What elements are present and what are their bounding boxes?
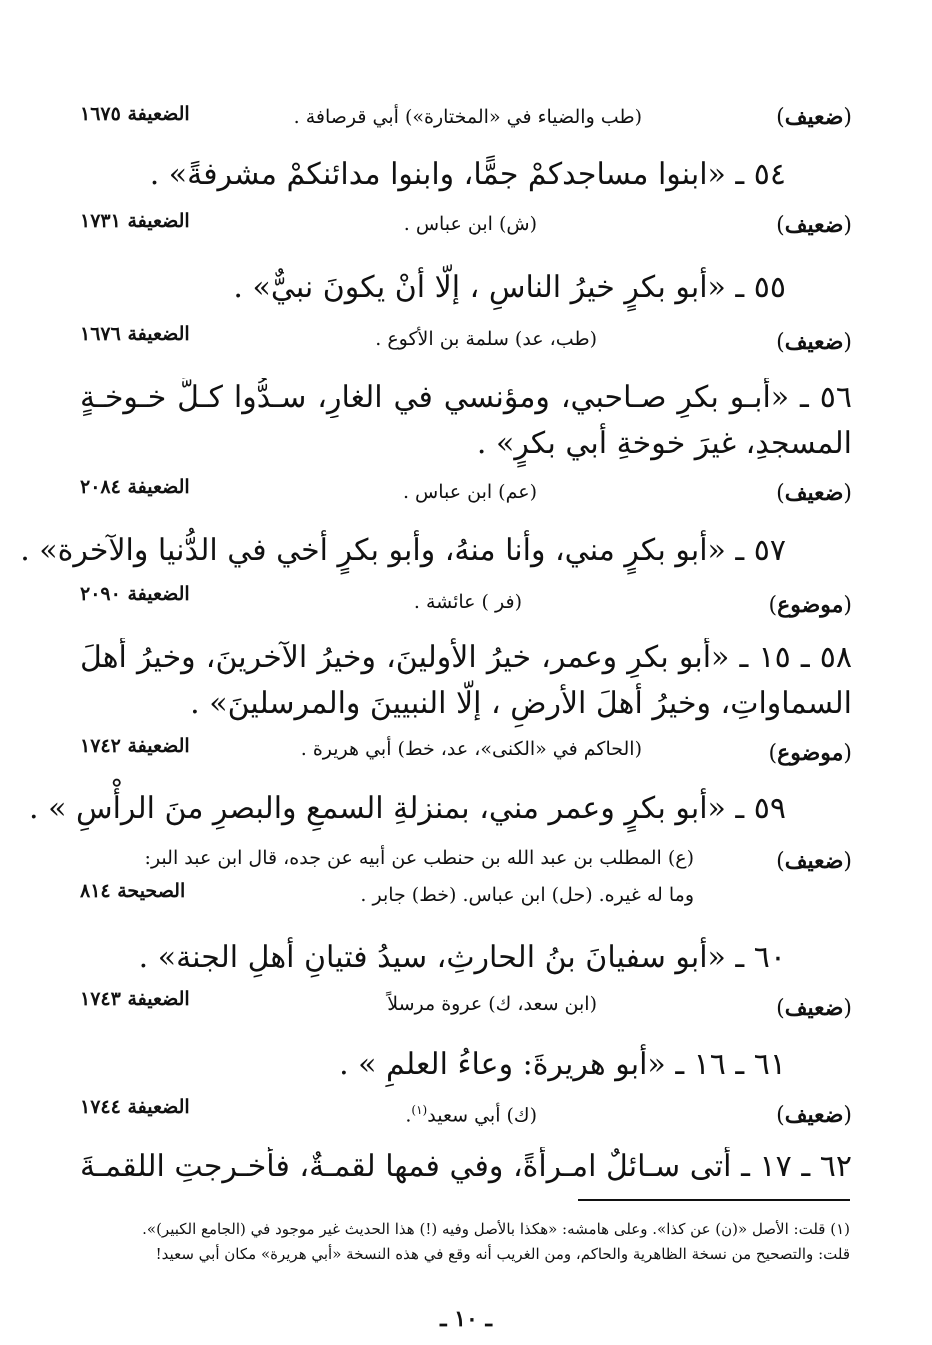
hadith-text-continued: السماواتِ، وخيرُ أهلَ الأرضِ ، إلّا النبيينَ والمرسلينَ» . — [190, 686, 852, 721]
hadith-source-text: (ك) أبي سعيد — [427, 1104, 537, 1127]
reference: الصحيحة ٨١٤ — [80, 880, 186, 902]
reference: الضعيفة ١٧٤٢ — [80, 735, 190, 757]
grade-label: ( ضعيف ) — [776, 327, 852, 358]
hadith-source: (الحاكم في «الكنى»، عد، خط) أبي هريرة . — [300, 738, 642, 760]
hadith-source: (ابن سعد، ك) عروة مرسلاً — [387, 993, 597, 1015]
grade-label: ( ضعيف ) — [776, 478, 852, 509]
grade-label: ( ضعيف ) — [776, 210, 852, 241]
reference: الضعيفة ١٦٧٦ — [80, 323, 190, 345]
hadith-text: ٥٤ ـ «ابنوا مساجدكمْ جمًّا، وابنوا مدائنكمْ مشرفةً» . — [149, 157, 786, 192]
hadith-text: ٦١ ـ ١٦ ـ «أبو هريرةَ: وعاءُ العلمِ » . — [339, 1047, 786, 1082]
hadith-source: (ع) المطلب بن عبد الله بن حنطب عن أبيه عن جده، قال ابن عبد البر: — [144, 847, 694, 869]
page-number: ـ ١٠ ـ — [440, 1306, 492, 1332]
hadith-source: (عم) ابن عباس . — [402, 481, 537, 503]
hadith-source-end: . — [405, 1104, 412, 1127]
reference: الضعيفة ١٦٧٥ — [80, 103, 190, 125]
grade-label: ( موضوع ) — [768, 590, 852, 621]
grade-label: ( ضعيف ) — [776, 1100, 852, 1131]
hadith-text: ٥٥ ـ «أبو بكرٍ خيرُ الناسِ ، إلّا أنْ يكونَ نبيٌّ» . — [233, 270, 786, 305]
hadith-text: ٥٦ ـ «أبـو بكرٍ صـاحبي، ومؤنسي في الغارِ، سـدُّوا كـلَّ خـوخـةٍ — [80, 380, 852, 415]
footnote: (١) قلت: الأصل «(ن) عن كذا». وعلى هامشه: «هكذا بالأصل وفيه (!) هذا الحديث غير موجود في (الجامع الكبير)». — [142, 1220, 850, 1238]
hadith-text-continued: المسجدِ، غيرَ خوخةِ أبي بكرٍ» . — [476, 426, 852, 461]
reference: الضعيفة ٢٠٨٤ — [80, 476, 190, 498]
footnote-marker: (١) — [411, 1103, 428, 1117]
footnote-separator — [578, 1199, 850, 1201]
hadith-text: ٥٨ ـ ١٥ ـ «أبو بكرٍ وعمر، خيرُ الأولينَ، وخيرُ الآخرينَ، وخيرُ أهلَ — [80, 640, 852, 675]
grade-label: ( ضعيف ) — [776, 102, 852, 133]
reference: الضعيفة ١٧٣١ — [80, 210, 190, 232]
reference: الضعيفة ١٧٤٤ — [80, 1096, 190, 1118]
hadith-source: (فر ) عائشة . — [413, 591, 522, 613]
grade-label: ( ضعيف ) — [776, 993, 852, 1024]
grade-label: ( ضعيف ) — [776, 846, 852, 877]
hadith-text: ٦٠ ـ «أبو سفيانَ بنُ الحارثِ، سيدُ فتيانِ أهلِ الجنة» . — [138, 940, 786, 975]
hadith-source: (ش) ابن عباس . — [403, 213, 537, 235]
reference: الضعيفة ١٧٤٣ — [80, 988, 190, 1010]
hadith-source — [405, 1096, 537, 1129]
hadith-source: (طب والضياء في «المختارة») أبي قرصافة . — [293, 106, 642, 128]
hadith-source: (طب، عد) سلمة بن الأكوع . — [375, 328, 597, 350]
footnote-continued: قلت: والتصحيح من نسخة الظاهرية والحاكم، ومن الغريب أنه وقع في هذه النسخة «أبي هريرة» مكان أبي سعيد! — [155, 1245, 850, 1263]
hadith-text: ٥٩ ـ «أبو بكرٍ وعمر مني، بمنزلةِ السمعِ والبصرِ منَ الرأْسِ » . — [29, 791, 786, 826]
hadith-source-continued: وما له غيره. (حل) ابن عباس. (خط) جابر . — [360, 884, 694, 906]
hadith-text: ٦٢ ـ ١٧ ـ أتى سـائلٌ امـرأةً، وفي فمها لقمـةٌ، فأخـرجتِ اللقمـةَ — [80, 1149, 852, 1184]
grade-label: ( موضوع ) — [768, 738, 852, 769]
hadith-text: ٥٧ ـ «أبو بكرٍ مني، وأنا منهُ، وأبو بكرٍ أخي في الدُّنيا والآخرة» . — [20, 533, 786, 568]
reference: الضعيفة ٢٠٩٠ — [80, 583, 190, 605]
